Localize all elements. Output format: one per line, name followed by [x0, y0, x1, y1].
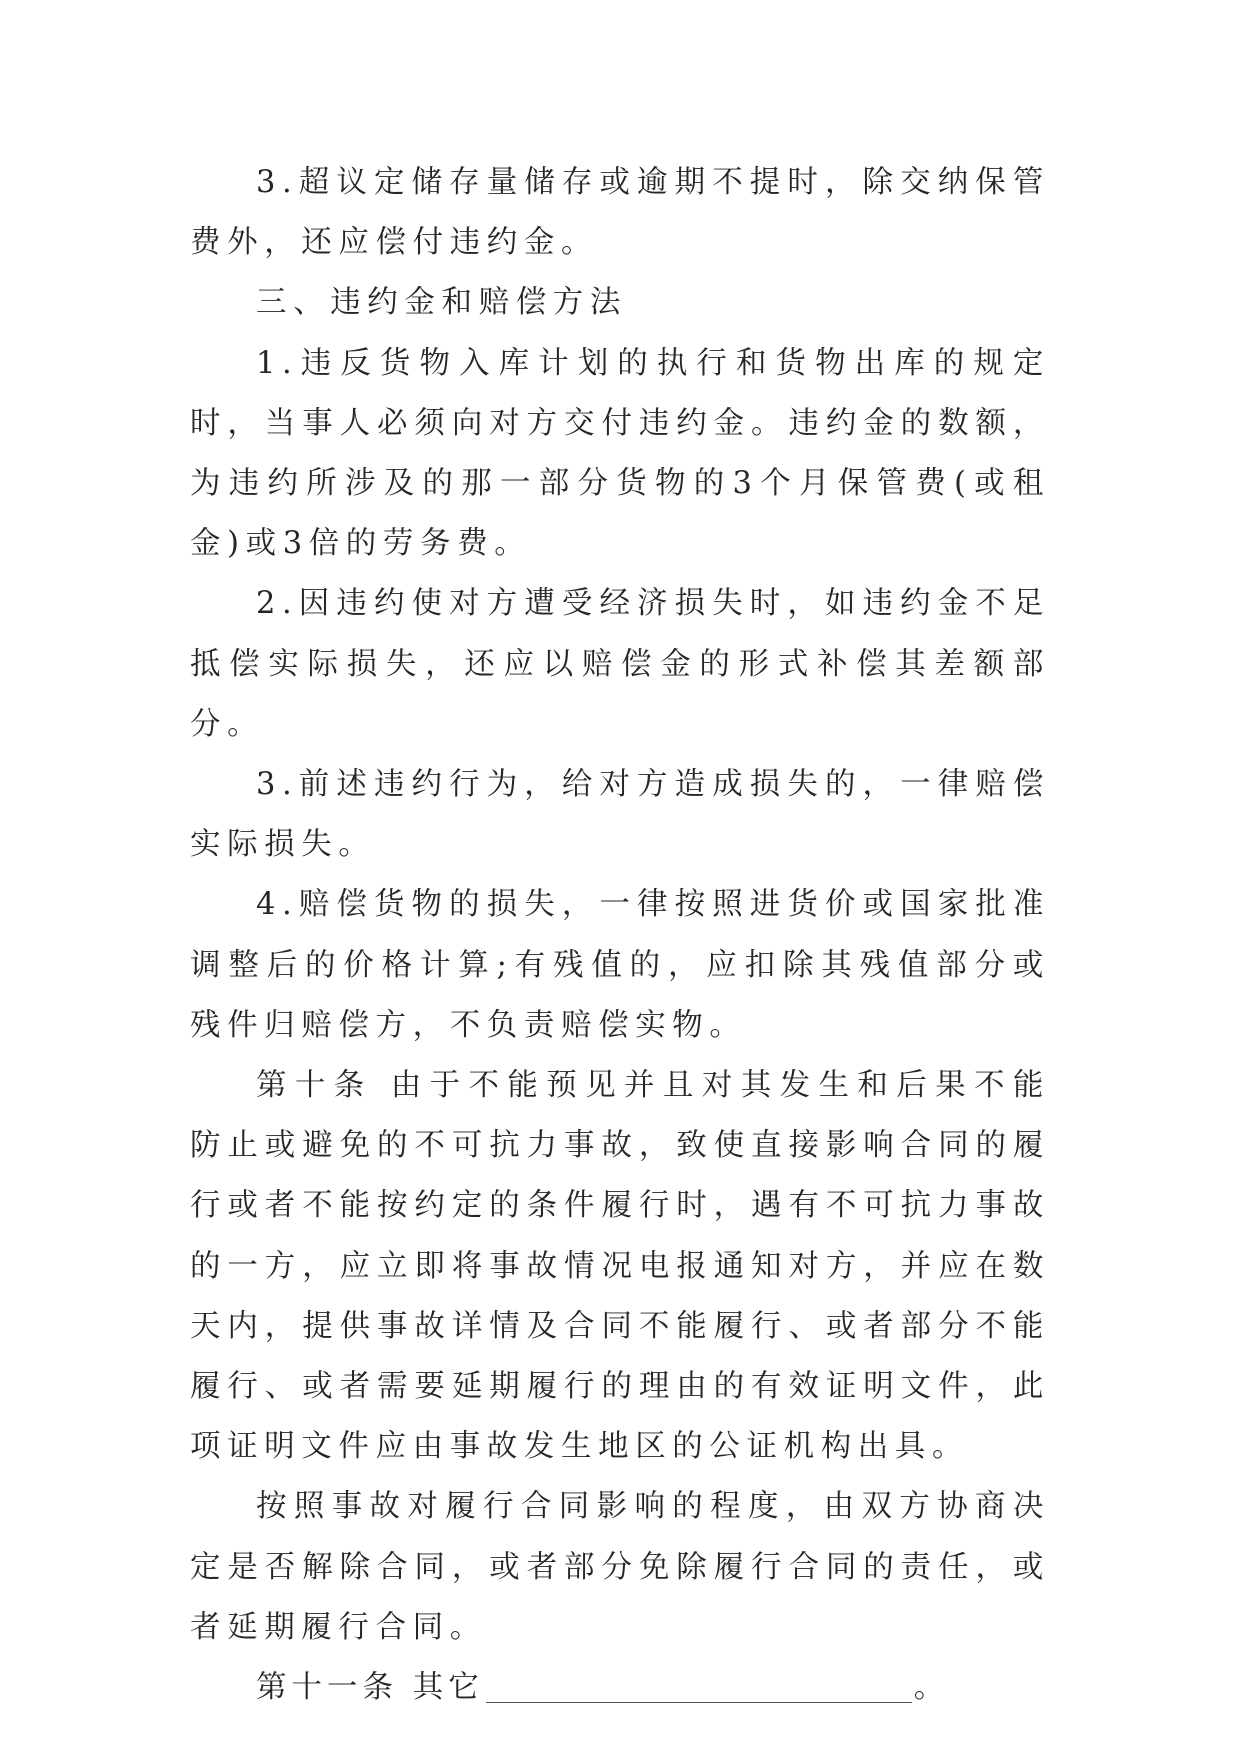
- section-heading-penalty: 三、违约金和赔偿方法: [256, 285, 627, 321]
- paragraph-force-majeure-outcome: 按照事故对履行合同影响的程度，由双方协商决定是否解除合同，或者部分免除履行合同的责任，或者延期履行合同。: [190, 1489, 1050, 1645]
- article-11-end: 。: [913, 1670, 950, 1706]
- paragraph-2-compensation: 2.因违约使对方遭受经济损失时，如违约金不足抵偿实际损失，还应以赔偿金的形式补偿其差额部分。: [190, 586, 1050, 742]
- paragraph-4-goods-loss: 4.赔偿货物的损失，一律按照进货价或国家批准调整后的价格计算;有残值的，应扣除其残值部分或残件归赔偿方，不负责赔偿实物。: [190, 887, 1050, 1043]
- document-page: [190, 153, 1050, 1718]
- paragraph-3-actual-loss: 3.前述违约行为，给对方造成损失的，一律赔偿实际损失。: [190, 767, 1050, 863]
- article-11-label: 第十一条 其它: [256, 1670, 484, 1706]
- paragraph-3-excess-storage: 3.超议定储存量储存或逾期不提时，除交纳保管费外，还应偿付违约金。: [190, 165, 1050, 261]
- fill-in-blank[interactable]: [486, 1672, 912, 1703]
- article-10-force-majeure: 第十条 由于不能预见并且对其发生和后果不能防止或避免的不可抗力事故，致使直接影响合同的履行或者不能按约定的条件履行时，遇有不可抗力事故的一方，应立即将事故情况电报通知对方，并应在数天内，提供事故详情及合同不能履行、或者部分不能履行、或者需要延期履行的理由的有效证明文件，此项证明文件应由事故发生地区的公证机构出具。: [190, 1068, 1050, 1465]
- article-11-other: [190, 1658, 1050, 1718]
- paragraph-1-penalty: 1.违反货物入库计划的执行和货物出库的规定时，当事人必须向对方交付违约金。违约金的数额，为违约所涉及的那一部分货物的3个月保管费(或租金)或3倍的劳务费。: [190, 345, 1050, 562]
